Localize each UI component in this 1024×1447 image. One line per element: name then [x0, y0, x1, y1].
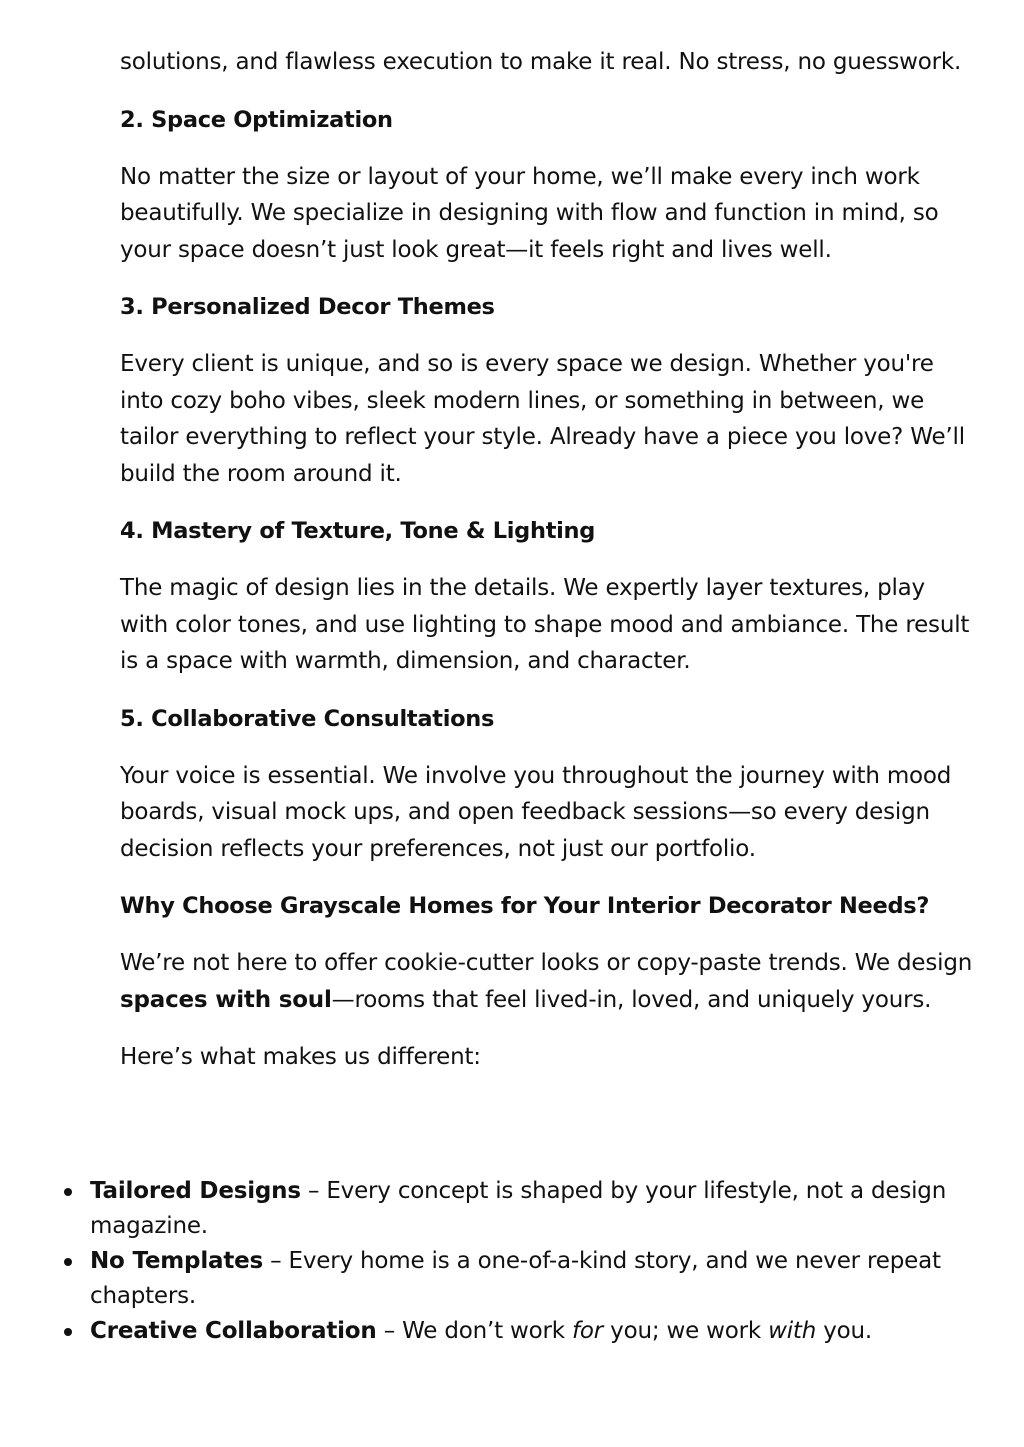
why-choose-paragraph	[120, 945, 980, 1018]
section-heading-consultations: 5. Collaborative Consultations	[120, 705, 495, 732]
why-choose-heading: Why Choose Grayscale Homes for Your Interior Decorator Needs?	[120, 893, 930, 919]
bullet-term: No Templates	[90, 1248, 264, 1274]
section-heading-space-optimization: 2. Space Optimization	[120, 106, 393, 133]
bullet-text: – Every home is a one-of-a-kind story, and we never repeat chapters.	[90, 1248, 941, 1309]
list-item	[62, 1174, 982, 1244]
section-body-texture-tone-lighting: The magic of design lies in the details. We expertly layer textures, play with color tones, and use lighting to shape mood and ambiance. The result is a space with warmth, dimension, and character.	[120, 575, 970, 674]
differences-lead: Here’s what makes us different:	[120, 1044, 481, 1070]
bullet-term: Tailored Designs	[90, 1178, 301, 1204]
intro-paragraph-tail: solutions, and flawless execution to make it real. No stress, no guesswork.	[120, 49, 962, 75]
bullet-text-a: – We don’t work	[376, 1318, 573, 1344]
bullet-text-b: you; we work	[603, 1318, 769, 1344]
bullet-text-c: you.	[816, 1318, 873, 1344]
bullet-term: Creative Collaboration	[90, 1318, 377, 1344]
section-body-decor-themes: Every client is unique, and so is every space we design. Whether you're into cozy boho vibes, sleek modern lines, or something in between, we tailor everything to reflect your style. Already have a piece you love? We’ll build the room around it.	[120, 351, 965, 487]
document-body	[120, 44, 980, 1076]
list-item	[62, 1244, 982, 1314]
differences-list	[62, 1174, 982, 1349]
section-heading-texture-tone-lighting: 4. Mastery of Texture, Tone & Lighting	[120, 518, 596, 544]
why-body-post: —rooms that feel lived-in, loved, and uniquely yours.	[331, 986, 932, 1013]
bullet-icon	[64, 1258, 72, 1266]
section-body-consultations: Your voice is essential. We involve you throughout the journey with mood boards, visual mock ups, and open feedback sessions—so every design decision reflects your preferences, not just our portfolio.	[120, 762, 952, 862]
bullet-icon	[64, 1328, 72, 1336]
why-body-emphasis: spaces with soul	[120, 986, 332, 1013]
bullet-italic-with: with	[768, 1318, 817, 1344]
bullet-icon	[64, 1188, 72, 1196]
bullet-italic-for: for	[572, 1318, 604, 1344]
section-heading-decor-themes: 3. Personalized Decor Themes	[120, 294, 495, 320]
bullet-text: – Every concept is shaped by your lifestyle, not a design magazine.	[90, 1178, 947, 1239]
list-item	[62, 1314, 982, 1349]
section-body-space-optimization: No matter the size or layout of your home, we’ll make every inch work beautifully. We specialize in designing with flow and function in mind, so your space doesn’t just look great—it feels right and lives well.	[120, 163, 939, 263]
why-body-pre: We’re not here to offer cookie-cutter looks or copy-paste trends. We design	[120, 950, 973, 976]
